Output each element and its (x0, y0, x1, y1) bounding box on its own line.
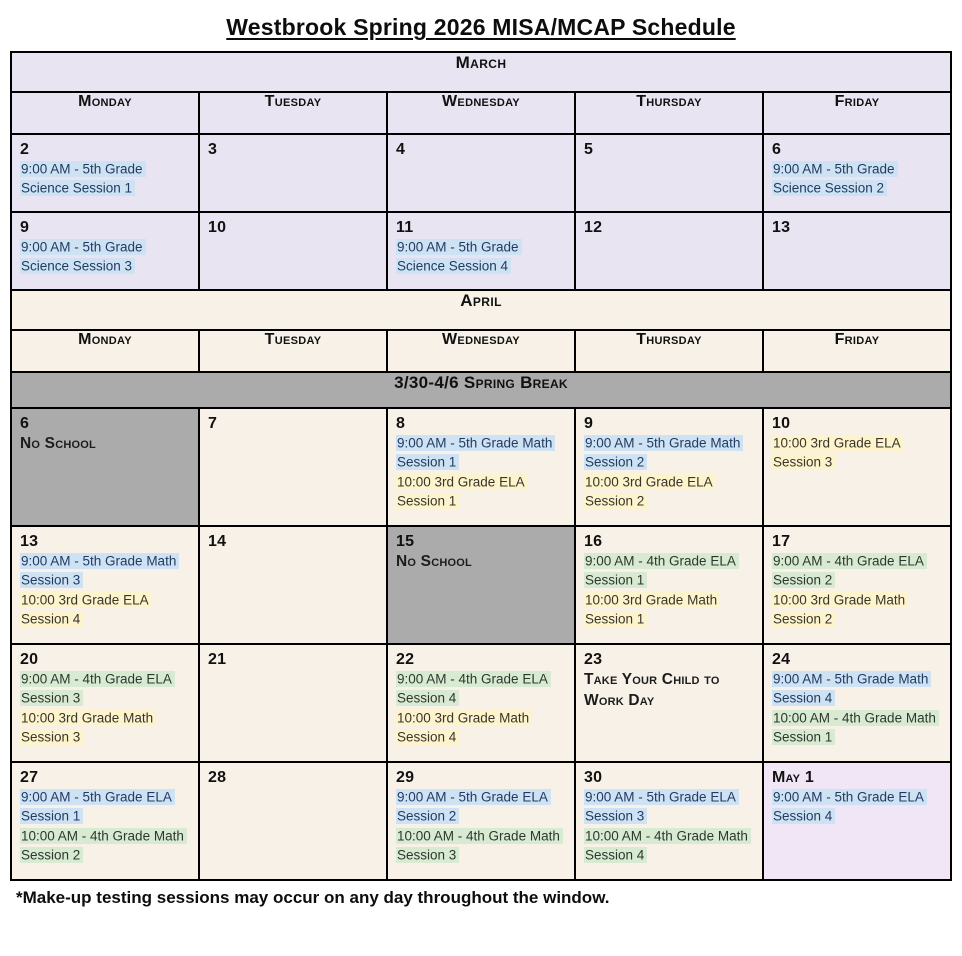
day-cell-content (764, 213, 950, 242)
event-highlight-green: 10:00 AM - 4th Grade Math Session 3 (396, 828, 563, 863)
day-number: 30 (584, 769, 603, 786)
event-entry (20, 159, 192, 198)
event-highlight-yellow: 10:00 3rd Grade ELA Session 4 (20, 592, 152, 627)
event-highlight-green: 9:00 AM - 4th Grade ELA Session 1 (584, 553, 739, 588)
day-cell-content (576, 763, 762, 870)
event-highlight-blue: 9:00 AM - 5th Grade Science Session 3 (20, 239, 146, 274)
day-label: Take Your Child to Work Day (584, 671, 720, 710)
event-entry (20, 787, 192, 826)
day-cell-april-may-1 (763, 762, 951, 880)
day-cell-content (388, 645, 574, 752)
day-number: 23 (584, 651, 603, 668)
day-number: 6 (20, 415, 30, 432)
month-title-april: April (11, 290, 951, 330)
day-number: 5 (584, 141, 594, 158)
weekday-header-row-march (11, 92, 951, 134)
weekday-header-row-april (11, 330, 951, 372)
event-entry (20, 708, 192, 747)
event-entry (20, 551, 192, 590)
day-cell-content (764, 409, 950, 477)
day-cell-march-13 (763, 212, 951, 290)
event-highlight-blue: 9:00 AM - 5th Grade Science Session 2 (772, 161, 898, 196)
week-row-april (11, 644, 951, 762)
day-number: 29 (396, 769, 415, 786)
event-entry (396, 787, 568, 826)
event-highlight-blue: 9:00 AM - 5th Grade Math Session 3 (20, 553, 179, 588)
calendar-body (11, 52, 951, 880)
event-entry (20, 590, 192, 629)
weekday-header-thursday: Thursday (575, 92, 763, 134)
day-cell-april-9 (575, 408, 763, 526)
day-cell-april-17 (763, 526, 951, 644)
event-entry (396, 669, 568, 708)
event-entry (396, 237, 568, 276)
event-highlight-yellow: 10:00 3rd Grade Math Session 3 (20, 710, 156, 745)
day-label: No School (20, 435, 96, 453)
day-cell-content (576, 135, 762, 164)
day-cell-april-15 (387, 526, 575, 644)
day-cell-content (388, 409, 574, 516)
event-entry (584, 826, 756, 865)
weekday-header-wednesday: Wednesday (387, 92, 575, 134)
weekday-header-wednesday: Wednesday (387, 330, 575, 372)
day-cell-content (12, 213, 198, 281)
event-highlight-green: 10:00 AM - 4th Grade Math Session 1 (772, 710, 939, 745)
day-cell-content (576, 409, 762, 516)
day-cell-march-9 (11, 212, 199, 290)
day-cell-march-4 (387, 134, 575, 212)
day-cell-march-10 (199, 212, 387, 290)
day-cell-content (200, 763, 386, 792)
event-highlight-blue: 9:00 AM - 5th Grade ELA Session 3 (584, 789, 739, 824)
day-cell-april-23 (575, 644, 763, 762)
page-title: Westbrook Spring 2026 MISA/MCAP Schedule (226, 14, 736, 40)
event-highlight-blue: 9:00 AM - 5th Grade Math Session 2 (584, 435, 743, 470)
day-cell-april-27 (11, 762, 199, 880)
week-row-march (11, 134, 951, 212)
day-number: May 1 (772, 769, 814, 786)
day-number: 17 (772, 533, 791, 550)
event-highlight-yellow: 10:00 3rd Grade Math Session 4 (396, 710, 532, 745)
weekday-header-thursday: Thursday (575, 330, 763, 372)
day-number: 20 (20, 651, 39, 668)
week-row-april (11, 526, 951, 644)
day-cell-content (200, 409, 386, 438)
month-header-row-march (11, 52, 951, 92)
day-cell-content (576, 645, 762, 717)
day-number: 13 (20, 533, 39, 550)
day-number: 10 (772, 415, 791, 432)
spring-break-banner: 3/30-4/6 Spring Break (11, 372, 951, 408)
day-number: 16 (584, 533, 603, 550)
event-highlight-yellow: 10:00 3rd Grade ELA Session 1 (396, 474, 528, 509)
event-entry (772, 590, 944, 629)
day-cell-march-5 (575, 134, 763, 212)
day-cell-april-30 (575, 762, 763, 880)
day-number: 9 (584, 415, 594, 432)
day-number: 6 (772, 141, 782, 158)
month-title-march: March (11, 52, 951, 92)
event-entry (396, 708, 568, 747)
day-cell-april-14 (199, 526, 387, 644)
day-cell-march-11 (387, 212, 575, 290)
event-highlight-blue: 9:00 AM - 5th Grade ELA Session 2 (396, 789, 551, 824)
week-row-april (11, 762, 951, 880)
day-number: 12 (584, 219, 603, 236)
day-cell-april-29 (387, 762, 575, 880)
day-number: 22 (396, 651, 415, 668)
day-cell-content (200, 527, 386, 556)
event-highlight-yellow: 10:00 3rd Grade Math Session 2 (772, 592, 908, 627)
event-entry (20, 669, 192, 708)
day-cell-content (764, 135, 950, 203)
day-cell-april-6 (11, 408, 199, 526)
event-entry (396, 433, 568, 472)
event-entry (772, 551, 944, 590)
day-number: 9 (20, 219, 30, 236)
day-number: 13 (772, 219, 791, 236)
week-row-april (11, 408, 951, 526)
event-entry (772, 433, 944, 472)
week-row-march (11, 212, 951, 290)
day-cell-april-10 (763, 408, 951, 526)
event-entry (584, 590, 756, 629)
event-entry (20, 826, 192, 865)
day-cell-content (12, 409, 198, 460)
weekday-header-friday: Friday (763, 92, 951, 134)
day-cell-content (12, 527, 198, 634)
day-cell-content (388, 763, 574, 870)
event-highlight-blue: 9:00 AM - 5th Grade Math Session 4 (772, 671, 931, 706)
event-highlight-blue: 9:00 AM - 5th Grade Math Session 1 (396, 435, 555, 470)
event-highlight-blue: 9:00 AM - 5th Grade ELA Session 4 (772, 789, 927, 824)
schedule-calendar-table (10, 51, 952, 881)
day-number: 14 (208, 533, 227, 550)
day-cell-april-7 (199, 408, 387, 526)
event-highlight-yellow: 10:00 3rd Grade ELA Session 3 (772, 435, 904, 470)
weekday-header-monday: Monday (11, 92, 199, 134)
event-entry (772, 708, 944, 747)
weekday-header-tuesday: Tuesday (199, 92, 387, 134)
event-highlight-green: 9:00 AM - 4th Grade ELA Session 2 (772, 553, 927, 588)
day-cell-april-24 (763, 644, 951, 762)
event-entry (396, 826, 568, 865)
day-cell-april-20 (11, 644, 199, 762)
day-cell-april-21 (199, 644, 387, 762)
day-number: 11 (396, 219, 414, 236)
day-cell-content (576, 213, 762, 242)
footnote: *Make-up testing sessions may occur on any day throughout the window. (16, 888, 610, 907)
weekday-header-friday: Friday (763, 330, 951, 372)
day-cell-april-16 (575, 526, 763, 644)
day-cell-content (12, 763, 198, 870)
event-highlight-blue: 9:00 AM - 5th Grade Science Session 1 (20, 161, 146, 196)
day-number: 10 (208, 219, 227, 236)
day-number: 2 (20, 141, 30, 158)
day-cell-content (764, 645, 950, 752)
day-number: 3 (208, 141, 218, 158)
day-cell-april-13 (11, 526, 199, 644)
event-entry (20, 237, 192, 276)
day-cell-content (388, 527, 574, 578)
event-entry (584, 787, 756, 826)
event-highlight-blue: 9:00 AM - 5th Grade Science Session 4 (396, 239, 522, 274)
day-number: 21 (208, 651, 227, 668)
day-cell-content (388, 213, 574, 281)
spring-break-banner-row (11, 372, 951, 408)
day-cell-content (12, 645, 198, 752)
event-highlight-green: 9:00 AM - 4th Grade ELA Session 3 (20, 671, 175, 706)
weekday-header-tuesday: Tuesday (199, 330, 387, 372)
event-highlight-yellow: 10:00 3rd Grade Math Session 1 (584, 592, 720, 627)
day-cell-content (12, 135, 198, 203)
day-cell-march-2 (11, 134, 199, 212)
event-highlight-green: 9:00 AM - 4th Grade ELA Session 4 (396, 671, 551, 706)
day-cell-content (200, 135, 386, 164)
day-number: 8 (396, 415, 406, 432)
event-entry (772, 159, 944, 198)
event-entry (772, 669, 944, 708)
day-cell-april-22 (387, 644, 575, 762)
day-number: 28 (208, 769, 227, 786)
day-cell-march-6 (763, 134, 951, 212)
day-number: 7 (208, 415, 218, 432)
day-cell-march-12 (575, 212, 763, 290)
event-entry (584, 433, 756, 472)
day-number: 24 (772, 651, 791, 668)
event-highlight-yellow: 10:00 3rd Grade ELA Session 2 (584, 474, 716, 509)
event-entry (396, 472, 568, 511)
event-entry (584, 551, 756, 590)
day-cell-april-28 (199, 762, 387, 880)
day-cell-content (200, 213, 386, 242)
event-highlight-green: 10:00 AM - 4th Grade Math Session 2 (20, 828, 187, 863)
day-cell-march-3 (199, 134, 387, 212)
weekday-header-monday: Monday (11, 330, 199, 372)
day-number: 15 (396, 533, 415, 550)
event-entry (772, 787, 944, 826)
day-cell-content (200, 645, 386, 674)
day-cell-april-8 (387, 408, 575, 526)
event-highlight-green: 10:00 AM - 4th Grade Math Session 4 (584, 828, 751, 863)
day-label: No School (396, 553, 472, 571)
day-number: 27 (20, 769, 39, 786)
day-cell-content (764, 527, 950, 634)
event-entry (584, 472, 756, 511)
month-header-row-april (11, 290, 951, 330)
day-cell-content (576, 527, 762, 634)
day-number: 4 (396, 141, 406, 158)
day-cell-content (388, 135, 574, 164)
event-highlight-blue: 9:00 AM - 5th Grade ELA Session 1 (20, 789, 175, 824)
day-cell-content (764, 763, 950, 831)
